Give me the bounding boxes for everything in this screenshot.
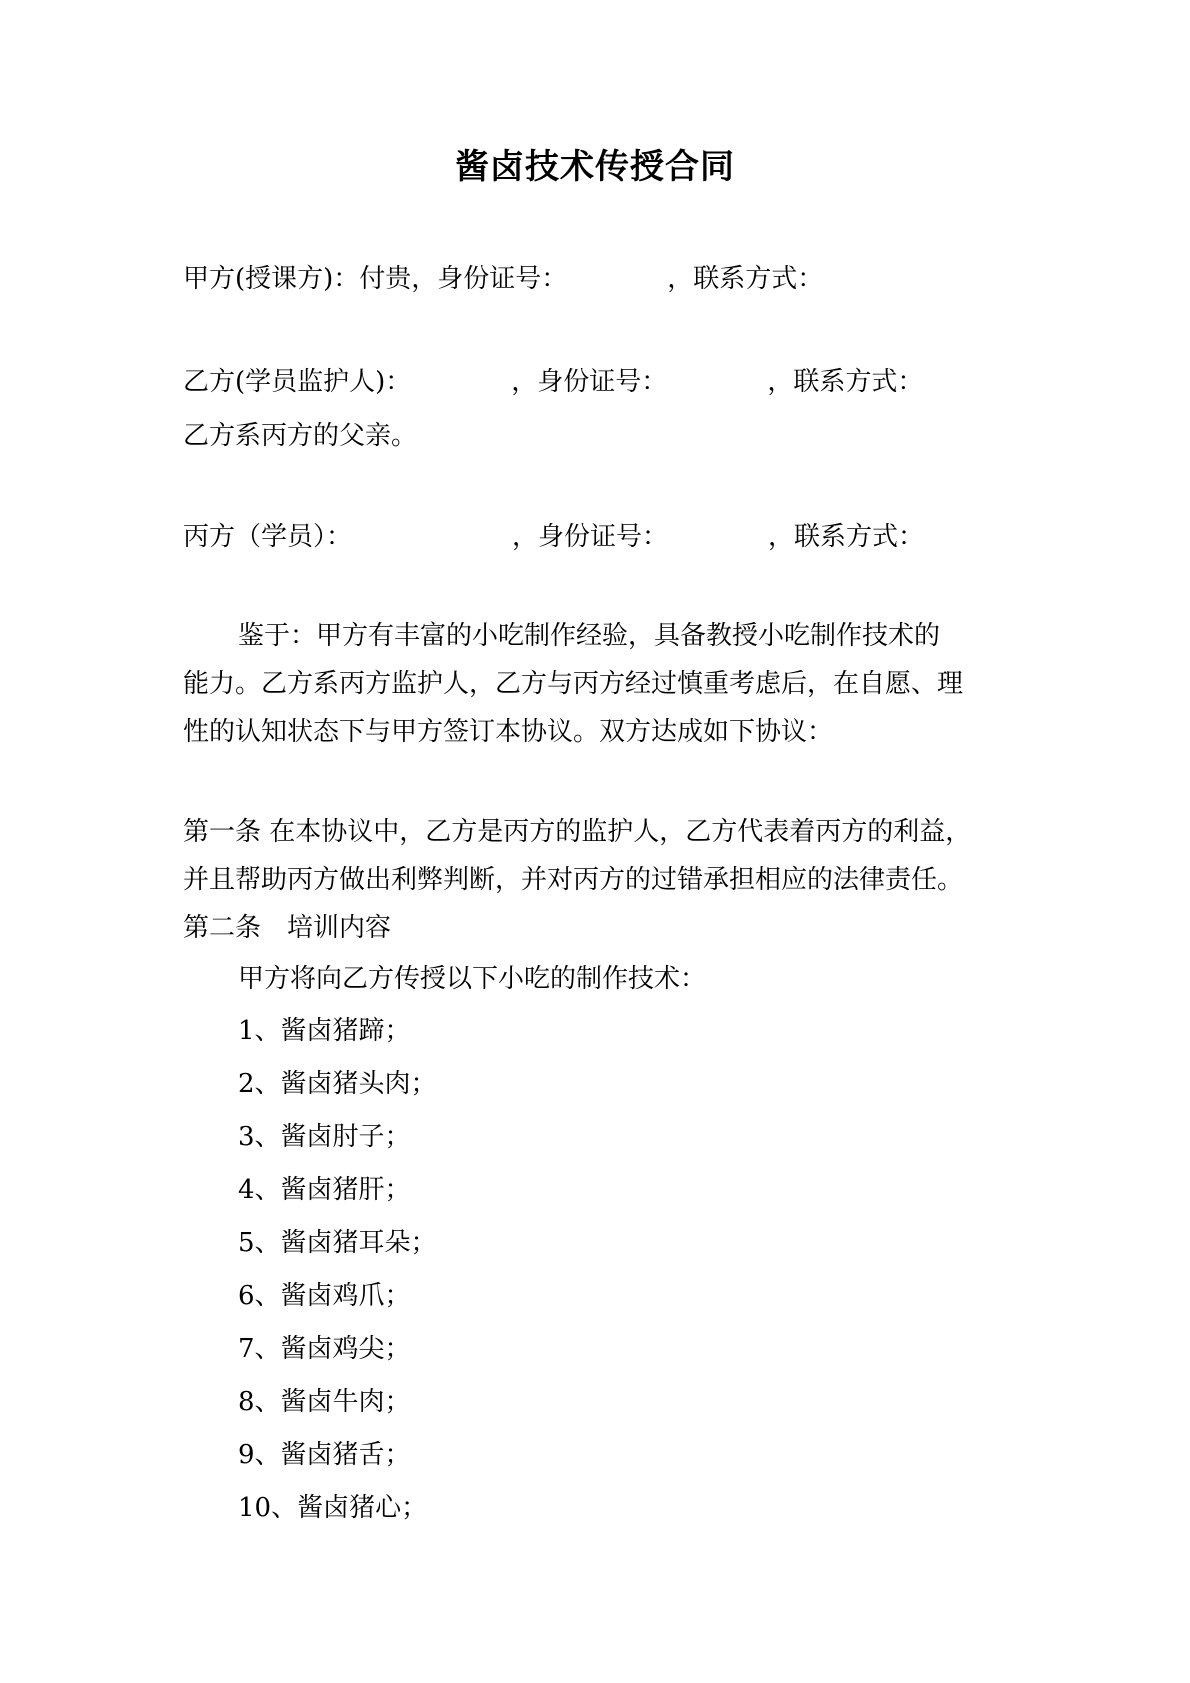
article1-line-1: 第一条 在本协议中，乙方是丙方的监护人，乙方代表着丙方的利益， bbox=[183, 817, 972, 847]
list-item: 4、酱卤猪肝； bbox=[238, 1175, 411, 1205]
list-item: 7、酱卤鸡尖； bbox=[238, 1334, 411, 1364]
article2-intro: 甲方将向乙方传授以下小吃的制作技术： bbox=[238, 964, 707, 994]
party-b-contact: ，联系方式： bbox=[767, 367, 924, 397]
list-item: 3、酱卤肘子； bbox=[238, 1122, 411, 1152]
list-item: 8、酱卤牛肉； bbox=[238, 1387, 411, 1417]
party-b-line bbox=[183, 364, 923, 400]
party-b-id: ，身份证号： bbox=[511, 367, 668, 397]
preamble-line-3: 性的认知状态下与甲方签订本协议。双方达成如下协议： bbox=[183, 717, 834, 747]
party-c-id: ，身份证号： bbox=[512, 522, 669, 552]
party-b-label: 乙方(学员监护人)： bbox=[183, 367, 412, 397]
list-item: 10、酱卤猪心； bbox=[238, 1493, 428, 1523]
party-c-contact: ，联系方式： bbox=[768, 522, 925, 552]
party-a-label: 甲方(授课方)：付贵，身份证号： bbox=[183, 264, 568, 294]
preamble-line-1: 鉴于：甲方有丰富的小吃制作经验，具备教授小吃制作技术的 bbox=[238, 621, 941, 651]
party-a-contact: ，联系方式： bbox=[667, 264, 824, 294]
party-c-label: 丙方（学员）： bbox=[183, 522, 353, 552]
preamble-line-2: 能力。乙方系丙方监护人，乙方与丙方经过慎重考虑后，在自愿、理 bbox=[183, 669, 964, 699]
list-item: 1、酱卤猪蹄； bbox=[238, 1016, 411, 1046]
list-item: 9、酱卤猪舌； bbox=[238, 1440, 411, 1470]
document-title: 酱卤技术传授合同 bbox=[455, 147, 735, 187]
party-c-line bbox=[183, 519, 924, 555]
article1-line-2: 并且帮助丙方做出利弊判断，并对丙方的过错承担相应的法律责任。 bbox=[183, 865, 964, 895]
party-a-line bbox=[183, 261, 823, 297]
article2-heading: 第二条 培训内容 bbox=[183, 913, 392, 943]
party-b-relation: 乙方系丙方的父亲。 bbox=[183, 421, 418, 451]
list-item: 6、酱卤鸡爪； bbox=[238, 1281, 411, 1311]
list-item: 2、酱卤猪头肉； bbox=[238, 1069, 437, 1099]
list-item: 5、酱卤猪耳朵； bbox=[238, 1228, 437, 1258]
